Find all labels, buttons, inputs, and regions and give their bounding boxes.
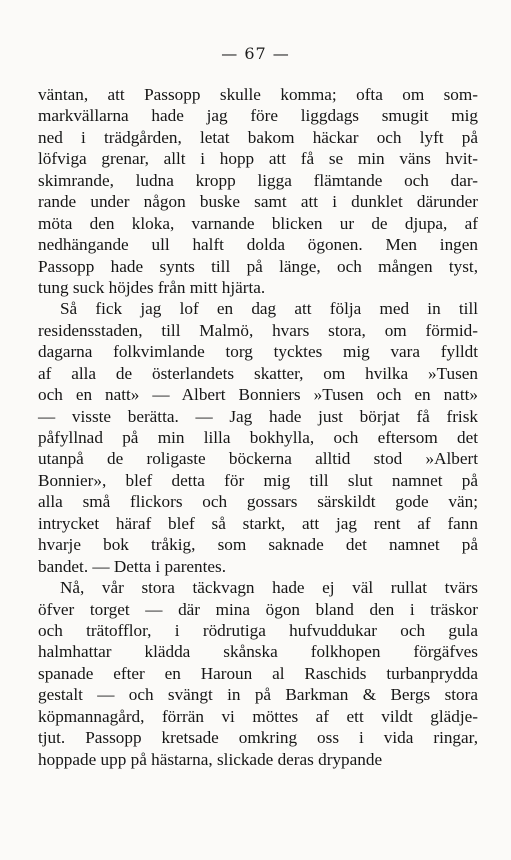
text-line: väntan, att Passopp skulle komma; ofta om som- <box>38 85 478 104</box>
text-line: residensstaden, till Malmö, hvars stora, om förmid- <box>38 320 478 340</box>
text-line: ned i trädgården, letat bakom häckar och lyft på <box>38 127 478 147</box>
text-line: intrycket häraf blef så starkt, att jag rent af fann <box>38 513 478 533</box>
text-line: utanpå de roligaste böckerna alltid stod »Albert <box>38 449 478 469</box>
text-line: tung suck höjdes från mitt hjärta. <box>38 277 266 297</box>
page-number: — 67 — <box>221 44 290 63</box>
text-line: hvarje bok tråkig, som saknade det namnet på <box>38 535 478 555</box>
text-line: köpmannagård, förrän vi möttes af ett vildt glädje- <box>38 706 478 726</box>
body-text <box>38 84 478 770</box>
text-line: bandet. — Detta i parentes. <box>38 556 227 576</box>
text-line: alla små flickors och gossars särskildt gode vän; <box>38 492 478 512</box>
text-line: rande under någon buske samt att i dunklet därunder <box>38 192 478 212</box>
text-line: löfviga grenar, allt i hopp att få se min väns hvit- <box>38 149 478 169</box>
text-line: öfver torget — där mina ögon bland den i träskor <box>38 599 478 619</box>
text-line: och trätofflor, i rödrutiga hufvuddukar och gula <box>38 620 478 640</box>
text-line: nedhängande ull halft dolda ögonen. Men ingen <box>38 235 478 255</box>
text-line: påfyllnad på min lilla bokhylla, och eftersom det <box>38 428 478 447</box>
paragraph <box>38 577 478 770</box>
text-line: halmhattar klädda skånska folkhopen förgäfves <box>38 642 478 662</box>
text-line: möta den kloka, varnande blicken ur de djupa, af <box>38 213 478 233</box>
text-line: Passopp hade synts till på länge, och mången tyst, <box>38 256 478 276</box>
text-line: och en natt» — Albert Bonniers »Tusen och en natt» <box>38 385 478 405</box>
paragraph <box>38 298 478 577</box>
text-line: dagarna folkvimlande torg tycktes mig vara fylldt <box>38 342 478 362</box>
text-line: Så fick jag lof en dag att följa med in till <box>60 299 478 319</box>
text-line: markvällarna hade jag före liggdags smugit mig <box>38 106 478 126</box>
text-line: gestalt — och svängt in på Barkman & Bergs stora <box>38 685 478 705</box>
text-line: hoppade upp på hästarna, slickade deras drypande <box>38 749 383 769</box>
text-line: spanade efter en Haroun al Raschids turbanprydda <box>38 663 478 683</box>
text-line: skimrande, ludna kropp ligga flämtande och dar- <box>38 170 478 190</box>
text-line: Nå, vår stora täckvagn hade ej väl rullat tvärs <box>60 578 478 598</box>
text-line: af alla de österlandets skatter, om hvilka »Tusen <box>38 363 478 383</box>
paragraph <box>38 84 478 298</box>
text-line: tjut. Passopp kretsade omkring oss i vida ringar, <box>38 728 478 748</box>
text-line: Bonnier», blef detta för mig till slut namnet på <box>38 470 478 490</box>
text-line: — visste berätta. — Jag hade just börjat få frisk <box>38 406 478 426</box>
